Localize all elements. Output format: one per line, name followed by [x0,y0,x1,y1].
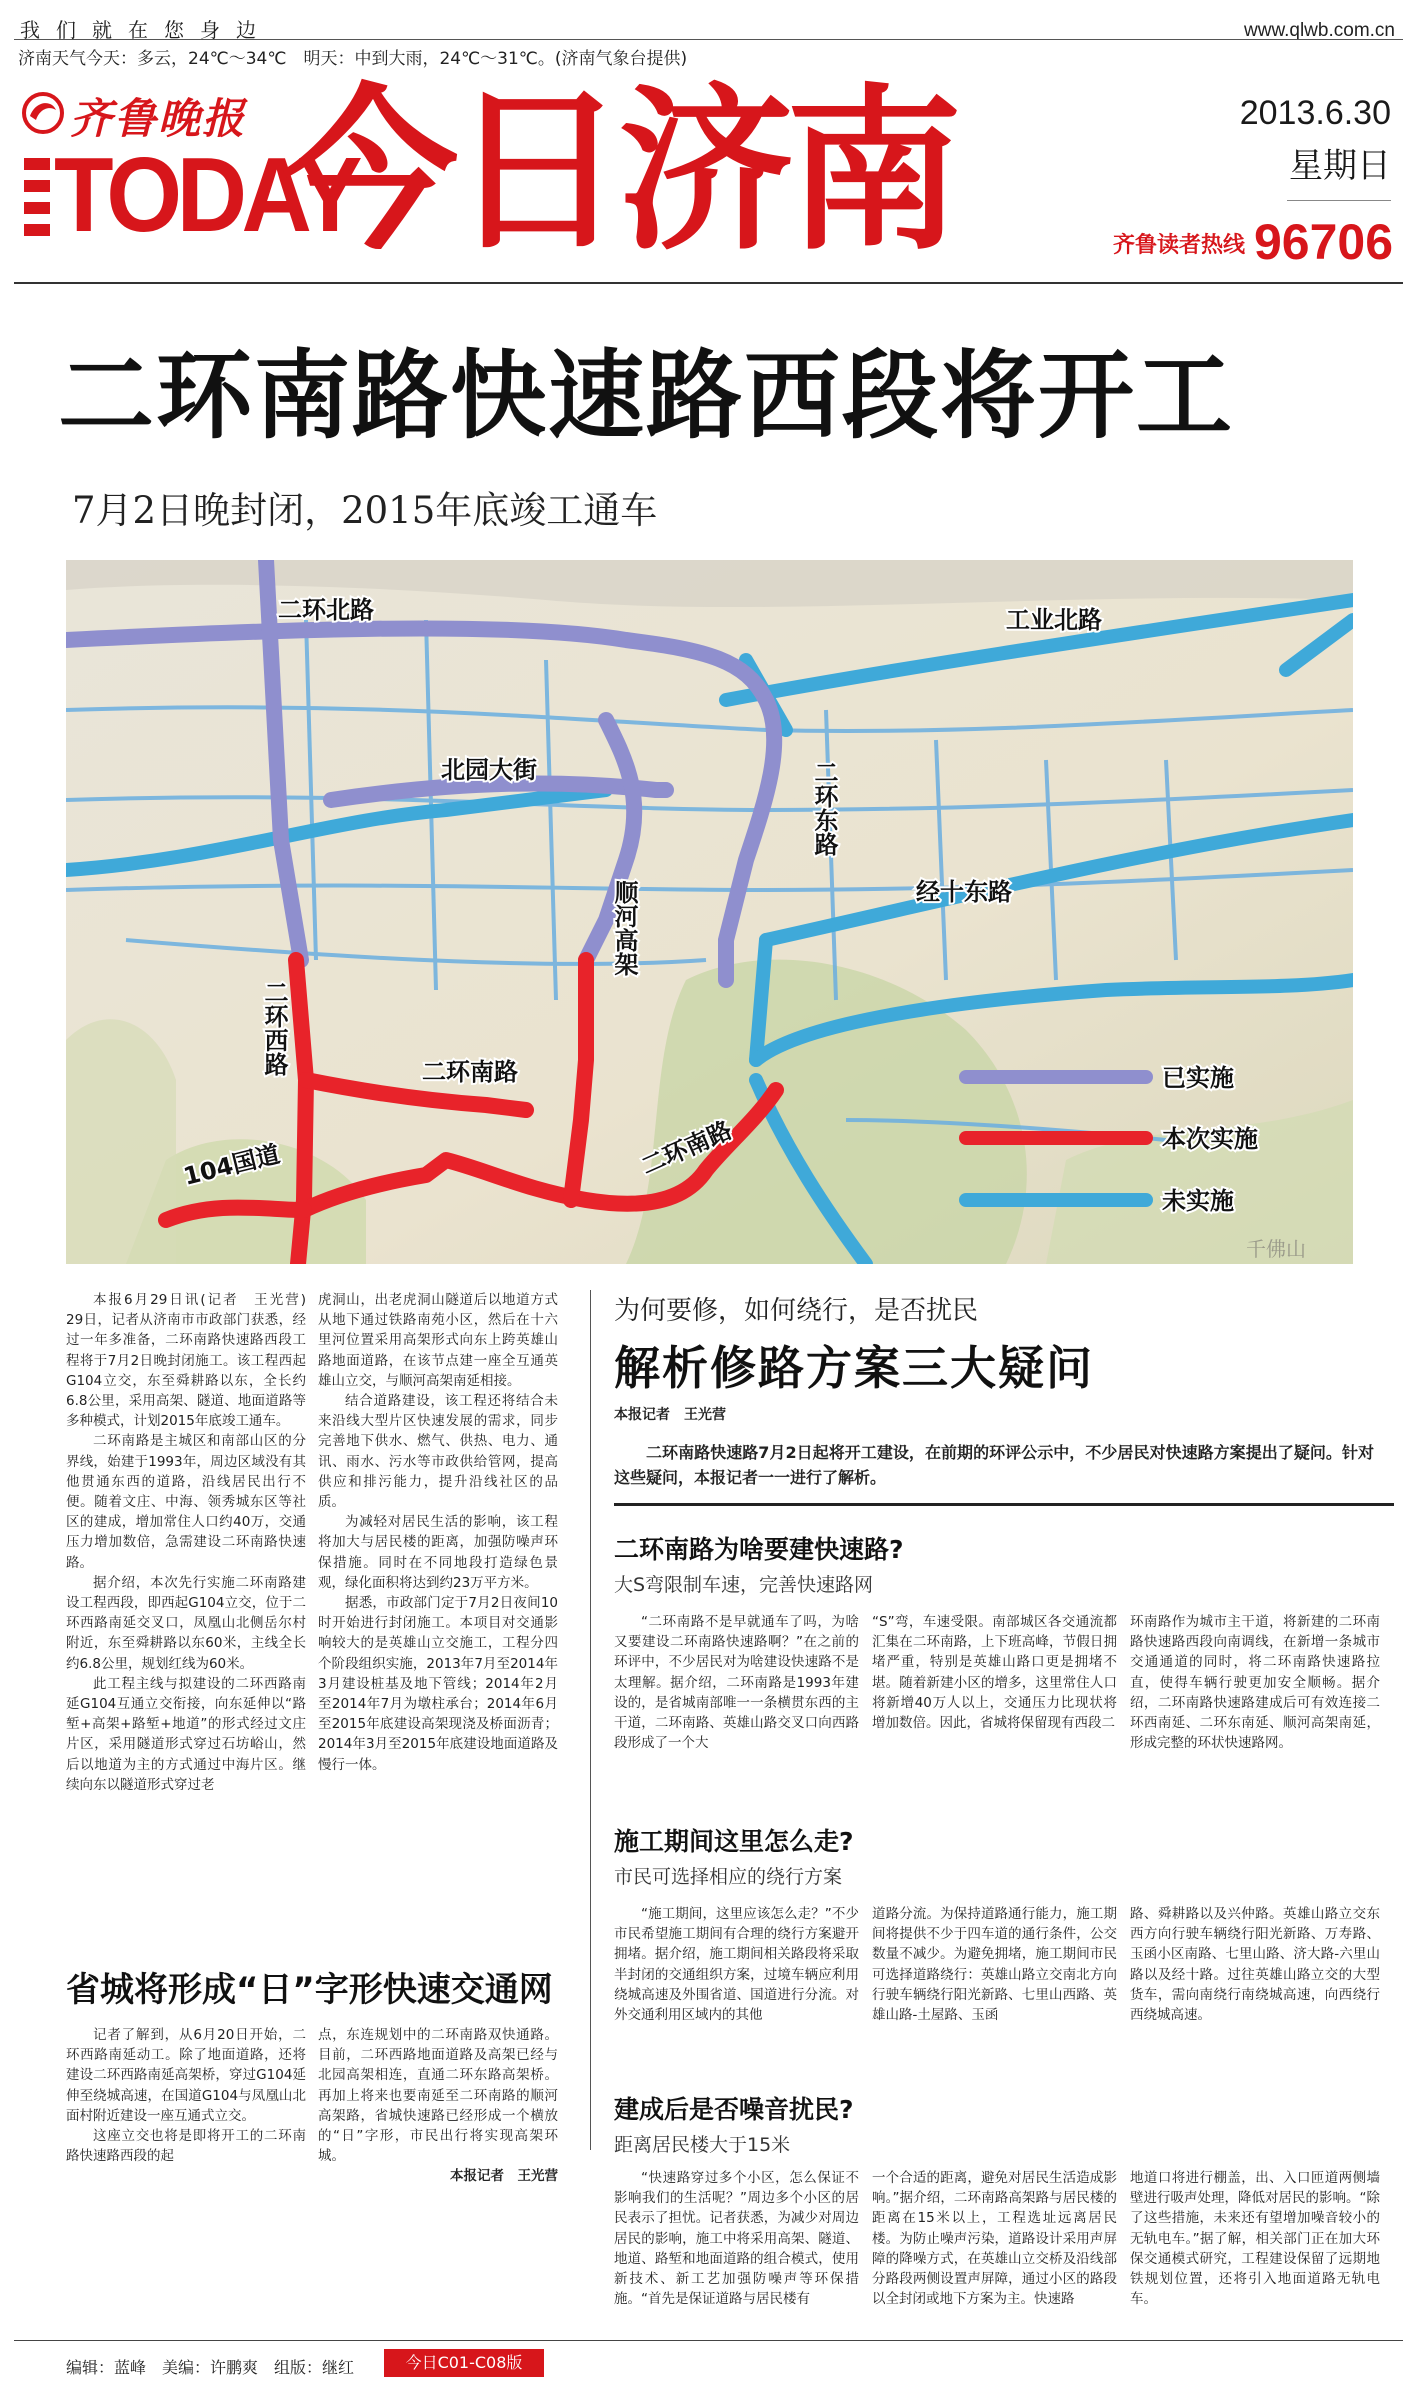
left-article-p7: 为减轻对居民生活的影响，该工程将加大与居民楼的距离，加强防噪声环保措施。同时在不同地段打造绿色景观，绿化面积将达到约23万平方米。 [318,1514,558,1591]
weather-line: 济南天气今天：多云，24℃～34℃ 明天：中到大雨，24℃～31℃。(济南气象台提供) [18,49,688,69]
left-article-p4: 此工程主线与拟建设的二环西路南延G104互通立交衔接，向东延伸以“路堑+高架+路堑+地道”的形式经过文庄片区，采用隧道形式穿过石坊峪山，然后以地道为主的方式通过中海片区。继续向东以隧道形式穿过老 [66,1675,306,1793]
left-article-p9: 记者了解到，从6月20日开始，二环西路南延动工。除了地面道路，还将建设二环西路南延高架桥，穿过G104延伸至绕城高速，在国道G104与凤凰山北面村附近建设一座互通式立交。 [66,2027,306,2124]
q2-title: 施工期间这里怎么走? [614,1827,854,1856]
date-divider [1287,200,1391,201]
q2-col-1 [614,1904,859,2025]
label-north-second-ring: 二环北路 [278,596,374,624]
column-divider [590,1290,591,2150]
left-article-p1: 本报6月29日讯(记者 王光营) 29日，记者从济南市市政部门获悉，经过一年多准备，二环南路快速路西段工程将于7月2日晚封闭施工。该工程西起G104立交，东至舜耕路以东，全长约6.8公里，采用高架、隧道、地面道路等多种模式，计划2015年底竣工通车。 [66,1292,320,1430]
issue-date: 2013.6.30 [1239,94,1391,132]
q1-text-1: “二环南路不是早就通车了吗，为啥又要建设二环南路快速路啊？”在之前的环评中，不少居民对为啥建设快速路不是太理解。据介绍，二环南路是1993年建设的，是省城南部唯一一条横贯东西的主干道，二环南路、英雄山路交叉口向西路段形成了一个大 [614,1614,859,1752]
q3-subtitle: 距离居民楼大于15米 [614,2134,791,2156]
q3-col-3 [1130,2168,1380,2338]
left-article-col-4 [318,2025,558,2187]
legend-label-current: 本次实施 [1162,1125,1258,1153]
website-url[interactable]: www.qlwb.com.cn [1244,20,1395,41]
q1-title: 二环南路为啥要建快速路? [614,1535,904,1564]
label-industrial-north: 工业北路 [1006,606,1102,634]
left-article-subtitle: 省城将形成“日”字形快速交通网 [66,1970,553,2010]
label-west-second-ring: 二环西路 [260,980,288,1076]
today-side-stripes-icon [24,158,50,236]
q1-text-2: “S”弯，车速受限。南部城区各交通流都汇集在二环南路，上下班高峰，节假日拥堵严重，特别是英雄山路口更是拥堵不堪。随着新建小区的增多，这里常住人口将新增40万人以上，交通压力比现状将增加数倍。因此，省城将保留现有西段二 [872,1614,1117,1732]
q3-col-1 [614,2168,859,2338]
label-shunhe: 顺河高架 [610,880,638,976]
analysis-lead-divider [614,1503,1394,1506]
left-article-p5: 虎洞山，出老虎洞山隧道后以地道方式从地下通过铁路南苑小区，然后在十六里河位置采用高架形式向东上跨英雄山路地面道路，在该节点建一座全互通英雄山立交，与顺河高架南延相接。 [318,1292,558,1389]
left-article-p3: 据介绍，本次先行实施二环南路建设工程西段，即西起G104立交，位于二环西路南延交叉口，凤凰山北侧岳尔村附近，东至舜耕路以东60米，主线全长约6.8公里，规划红线为60米。 [66,1574,306,1672]
label-jingshi-east: 经十东路 [916,878,1012,906]
subheadline: 7月2日晚封闭，2015年底竣工通车 [72,489,658,532]
q2-text-2: 道路分流。为保持道路通行能力，施工期间将提供不少于四车道的通行条件，公交数量不减少。为避免拥堵，施工期间市民可选择道路绕行：英雄山路立交南北方向行驶车辆绕行阳光新路、七里山西路、英雄山路-土屋路、玉函 [872,1906,1117,2024]
masthead-divider [14,282,1403,284]
left-article-col-2 [318,1290,558,1775]
analysis-title: 解析修路方案三大疑问 [614,1341,1094,1395]
left-article-p11: 点，东连规划中的二环南路双快通路。目前，二环西路地面道路及高架已经与北园高架相连，直通二环东路高架桥。再加上将来也要南延至二环南路的顺河高架路，省城快速路已经形成一个横放的“日”字形，市民出行将实现高架环城。 [318,2027,558,2165]
q1-col-1 [614,1612,859,1753]
q1-subtitle: 大S弯限制车速，完善快速路网 [614,1574,874,1596]
hotline-label: 齐鲁读者热线 [1113,233,1246,258]
label-national-104: 104国道 [180,1139,283,1191]
map-watermark: 千佛山 [1246,1237,1306,1261]
left-article-p8: 据悉，市政部门定于7月2日夜间10时开始进行封闭施工。本项目对交通影响较大的是英雄山立交施工，工程分四个阶段组织实施，2013年7月至2014年3月建设桩基及地下管线；2014年2月至2014年7月为墩柱承台；2014年6月至2015年底建设高架现浇及桥面沥青；2014年3月至2015年底建设地面道路及慢行一体。 [318,1595,558,1773]
label-south-second-ring-1: 二环南路 [422,1058,518,1086]
q1-text-3: 环南路作为城市主干道，将新建的二环南路快速路西段向南调线，在新增一条城市交通通道的同时，将二环南路快速路拉直，使得车辆行驶更加安全顺畅。据介绍，二环南路快速路建成后可有效连接二环西南延、二环东南延、顺河高架南延，形成完整的环状快速路网。 [1130,1614,1380,1752]
left-article-col-3 [66,2025,306,2166]
left-article-p6: 结合道路建设，该工程还将结合未来沿线大型片区快速发展的需求，同步完善地下供水、燃气、供热、电力、通讯、雨水、污水等市政供给管网，提高供应和排污能力，提升沿线社区的品质。 [318,1393,558,1511]
legend-label-planned: 未实施 [1162,1187,1234,1215]
paper-name: 齐鲁晚报 [70,94,247,143]
issue-weekday: 星期日 [1289,146,1391,186]
today-word: TODAY [54,136,358,254]
label-south-second-ring-2: 二环南路 [637,1115,737,1181]
left-article-col-1 [66,1290,320,1795]
label-east-second-ring: 二环东路 [810,760,838,856]
footer-section-tag: 今日C01-C08版 [384,2349,544,2377]
label-beiyuan: 北园大街 [441,756,537,784]
road-map-figure [66,560,1353,1264]
q2-col-2 [872,1904,1117,2025]
legend-label-implemented: 已实施 [1162,1064,1234,1092]
q3-col-2 [872,2168,1117,2338]
left-article-p10: 这座立交也将是即将开工的二环南路快速路西段的起 [66,2128,306,2165]
q1-col-3 [1130,1612,1380,1753]
top-divider [14,39,1403,40]
q3-text-3: 地道口将进行棚盖，出、入口匝道两侧墙壁进行吸声处理，降低对居民的影响。“除了这些措施，未来还有望增加噪音较小的无轨电车。”据了解，相关部门正在加大环保交通模式研究，工程建设保留了远期地铁规划位置，还将引入地面道路无轨电车。 [1130,2170,1380,2308]
q2-subtitle: 市民可选择相应的绕行方案 [614,1866,843,1888]
slogan: 我们就在您身边 [20,18,272,42]
q1-col-2 [872,1612,1117,1733]
analysis-lead: 二环南路快速路7月2日起将开工建设，在前期的环评公示中，不少居民对快速路方案提出了疑问。针对这些疑问，本报记者一一进行了解析。 [614,1443,1374,1487]
q3-title: 建成后是否噪音扰民? [614,2095,854,2124]
q2-text-1: “施工期间，这里应该怎么走？”不少市民希望施工期间有合理的绕行方案避开拥堵。据介绍，施工期间相关路段将采取半封闭的交通组织方案，过境车辆应利用绕城高速及外围省道、国道进行分流。对外交通利用区域内的其他 [614,1906,859,2024]
paper-logo-icon [22,92,64,134]
left-article-p2: 二环南路是主城区和南部山区的分界线，始建于1993年，周边区域没有其他贯通东西的道路，沿线居民出行不便。随着文庄、中海、领秀城东区等社区的建成，增加常住人口约40万，交通压力增加数倍，急需建设二环南路快速路。 [66,1433,306,1571]
section-title: 今日济南 [282,69,955,274]
analysis-kicker: 为何要修，如何绕行，是否扰民 [614,1296,979,1326]
headline: 二环南路快速路西段将开工 [58,340,1234,452]
q3-text-1: “快速路穿过多个小区，怎么保证不影响我们的生活呢？”周边多个小区的居民表示了担忧。记者获悉，为减少对周边居民的影响，施工中将采用高架、隧道、地道、路堑和地面道路的组合模式，使用新技术、新工艺加强防噪声等环保措施。“首先是保证道路与居民楼有 [614,2170,859,2308]
road-map [66,560,1353,1264]
q3-text-2: 一个合适的距离，避免对居民生活造成影响。”据介绍，二环南路高架路与居民楼的距离在15米以上，工程选址远离居民楼。为防止噪声污染，道路设计采用声屏障的降噪方式，在英雄山立交桥及沿线部分路段两侧设置声屏障，通过小区的路段以全封闭或地下方案为主。快速路 [872,2170,1117,2308]
q2-text-3: 路、舜耕路以及兴仲路。英雄山路立交东西方向行驶车辆绕行阳光新路、万寿路、玉函小区南路、七里山路、济大路-六里山路以及经十路。过往英雄山路立交的大型货车，需向南绕行南绕城高速，向西绕行西绕城高速。 [1130,1906,1380,2024]
analysis-byline: 本报记者 王光营 [614,1407,726,1423]
hotline-number: 96706 [1254,214,1394,270]
footer-divider [14,2340,1403,2341]
left-article-byline: 本报记者 王光营 [450,2168,558,2185]
paper-logo [22,90,277,143]
q2-col-3 [1130,1904,1380,2025]
footer-credits: 编辑：蓝峰 美编：许鹏爽 组版：继红 [66,2358,355,2377]
